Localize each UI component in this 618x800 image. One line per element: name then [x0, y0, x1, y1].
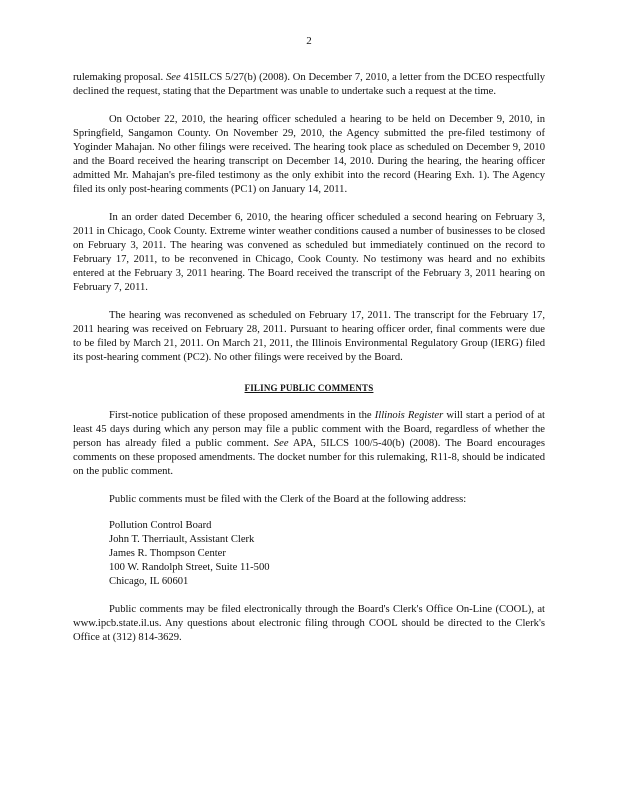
text-run: The hearing was reconvened as scheduled on February 17, 2011. The transcript for the February 17, 2011 hearing was received on February 28, 2011. Pursuant to hearing officer order, final comments were due to be filed by March 21, 2011. On March 21, 2011, the Illinois Environmental Regulatory Group (IERG) filed its post-hearing comment (PC2). No other filings were received by the Board. — [73, 310, 545, 363]
paragraph-p2 — [73, 113, 545, 197]
address-line: Chicago, IL 60601 — [109, 576, 189, 587]
address-line: 100 W. Randolph Street, Suite 11-500 — [109, 562, 270, 573]
address-line: Pollution Control Board — [109, 520, 212, 531]
address-line: John T. Therriault, Assistant Clerk — [109, 534, 255, 545]
text-run: will start a period of at least 45 days during which any person may file a public comment with the Board, regardless of whether the person has already filed a public comment. — [73, 410, 545, 449]
italic-text-run: Illinois Register — [374, 410, 444, 421]
paragraph-p1 — [73, 71, 545, 99]
paragraph-p5 — [73, 409, 545, 479]
document-body — [73, 71, 545, 645]
paragraph-p6 — [73, 493, 545, 507]
italic-text-run: See — [273, 438, 289, 449]
paragraph-p3 — [73, 211, 545, 295]
text-run: On October 22, 2010, the hearing officer scheduled a hearing to be held on December 9, 2010, in Springfield, Sangamon County. On November 29, 2010, the Agency submitted the pre-filed testimony of Yoginder Mahajan. No other filings were received. The hearing took place as scheduled on December 9, 2010 and the Board received the hearing transcript on December 14, 2010. During the hearing, the hearing officer admitted Mr. Mahajan's pre-filed testimony as the only exhibit into the record (Hearing Exh. 1). The Agency filed its only post-hearing comments (PC1) on January 14, 2011. — [73, 114, 545, 195]
mailing-address — [109, 519, 545, 589]
italic-text-run: See — [165, 72, 181, 83]
section-heading: FILING PUBLIC COMMENTS — [244, 383, 374, 393]
text-run: Public comments may be filed electronically through the Board's Clerk's Office On-Line (COOL), at www.ipcb.state.il.us. Any questions about electronic filing through COOL should be directed to the Clerk's Office at (312) 814-3629. — [73, 604, 545, 643]
text-run: In an order dated December 6, 2010, the hearing officer scheduled a second hearing on February 3, 2011 in Chicago, Cook County. Extreme winter weather conditions caused a number of businesses to be closed on February 3, 2011. The hearing was convened as scheduled but immediately continued on the record to February 17, 2011, to be reconvened in Chicago, Cook County. No testimony was heard and no exhibits entered at the February 3, 2011 hearing. The Board received the transcript of the February 3, 2011 hearing on February 7, 2011. — [73, 212, 545, 293]
text-run: First-notice publication of these proposed amendments in the — [109, 410, 375, 421]
text-run: Public comments must be filed with the Clerk of the Board at the following address: — [109, 494, 467, 505]
paragraph-p7 — [73, 603, 545, 645]
text-run: 415ILCS 5/27(b) (2008). On December 7, 2010, a letter from the DCEO respectfully declined the request, stating that the Department was unable to undertake such a request at the time. — [73, 72, 545, 97]
text-run: rulemaking proposal. — [73, 72, 166, 83]
text-run: APA, 5ILCS 100/5-40(b) (2008). The Board encourages comments on these proposed amendments. The docket number for this rulemaking, R11-8, should be indicated on the public comment. — [73, 438, 545, 477]
paragraph-p4 — [73, 309, 545, 365]
address-line: James R. Thompson Center — [109, 548, 226, 559]
page-number: 2 — [306, 35, 312, 47]
